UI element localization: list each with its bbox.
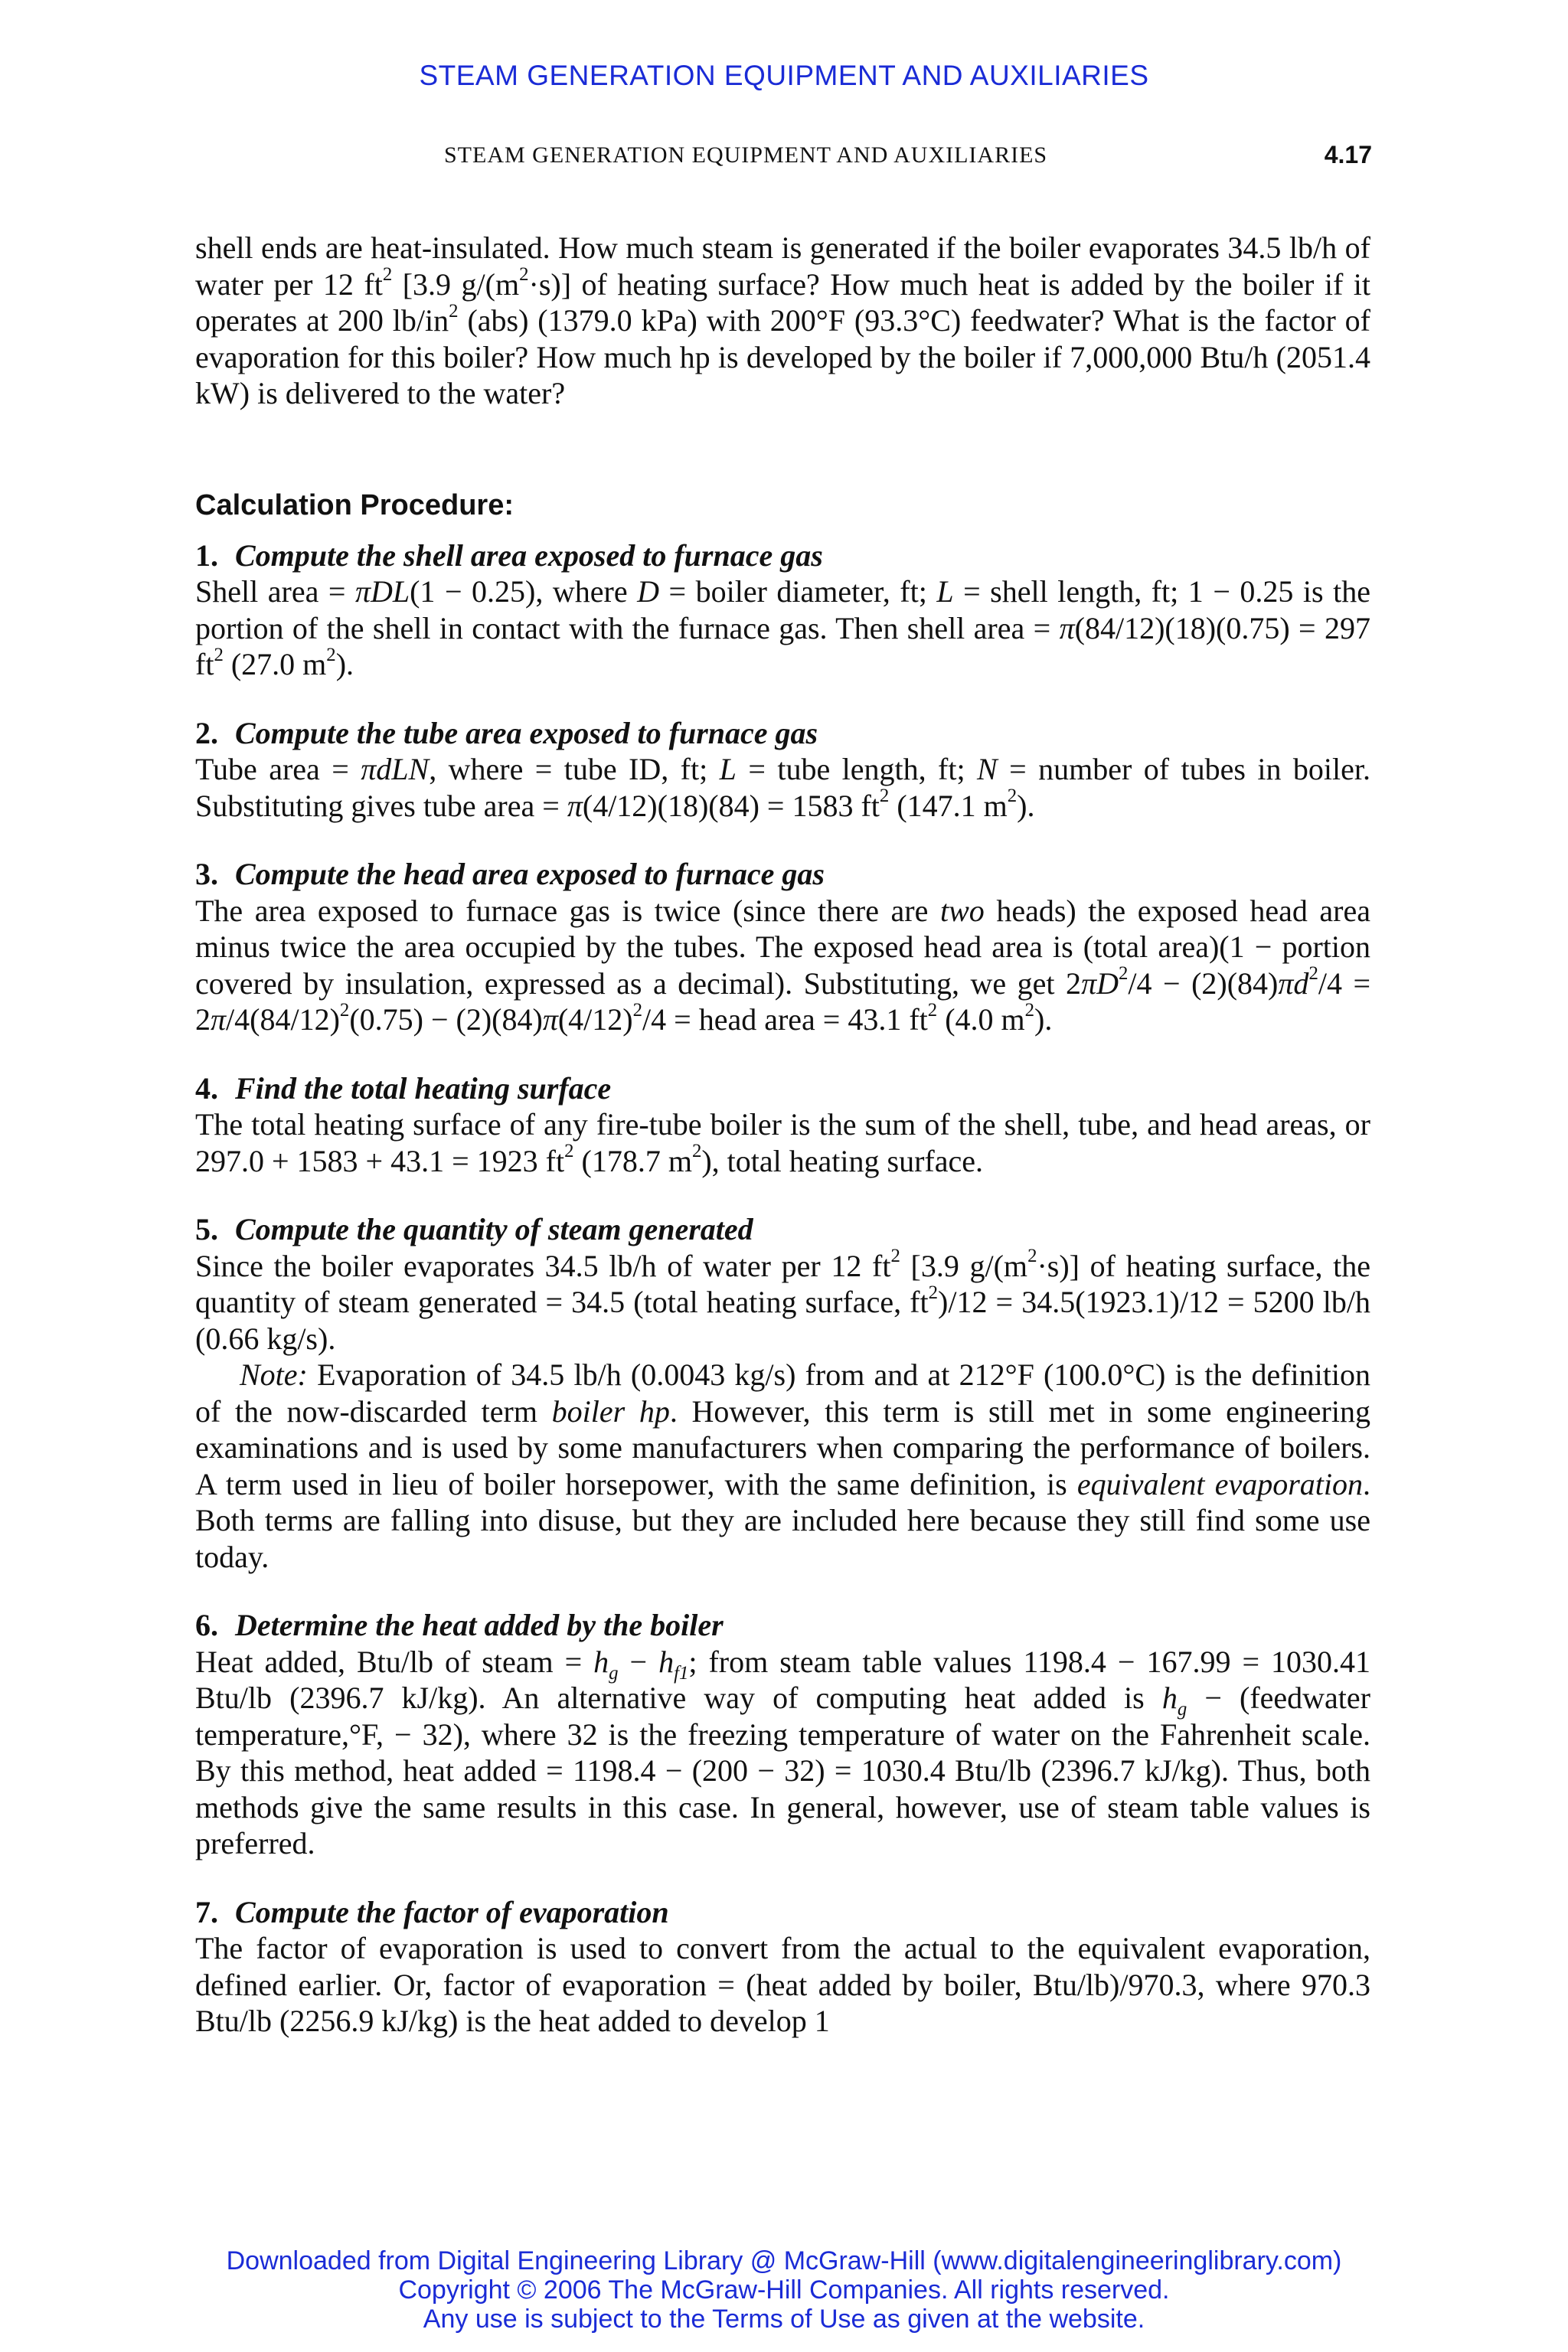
- step-7: [195, 1894, 1370, 2040]
- step-title: 2. Compute the tube area exposed to furnace gas: [195, 715, 818, 750]
- step-5: [195, 1211, 1370, 1575]
- running-title: STEAM GENERATION EQUIPMENT AND AUXILIARIES: [444, 142, 1048, 168]
- footer-download-line[interactable]: Downloaded from Digital Engineering Library @ McGraw-Hill (www.digitalengineeringlibrary.com): [226, 2246, 1342, 2275]
- step-title: 4. Find the total heating surface: [195, 1070, 612, 1106]
- step-title: 5. Compute the quantity of steam generated: [195, 1212, 753, 1246]
- step-body: The total heating surface of any fire-tube boiler is the sum of the shell, tube, and head areas, or 297.0 + 1583 + 43.1 = 1923 $ft^2$ (178.7 $m^2$), total heating surface.: [195, 1107, 1370, 1178]
- page-body: [195, 230, 1370, 2040]
- intro-paragraph: shell ends are heat-insulated. How much steam is generated if the boiler evaporates 34.5 lb/h of water per 12 $ft^2$ [3.9 $g/(m^2\cdot s)$] of heating surface? How much heat is added by the boiler if it operates at 200 $lb/in^2$ (abs) (1379.0 kPa) with 200°F (93.3°C) feedwater? What is the factor of evaporation for this boiler? How much hp is developed by the boiler if 7,000,000 Btu/h (2051.4 kW) is delivered to the water?: [195, 230, 1370, 410]
- note-paragraph: Note: Evaporation of 34.5 lb/h (0.0043 kg/s) from and at 212°F (100.0°C) is the definition of the now-discarded term boiler hp. However, this term is still met in some engineering examinations and is used by some manufacturers when comparing the performance of boilers. A term used in lieu of boiler horsepower, with the same definition, is equivalent evaporation. Both terms are falling into disuse, but they are included here because they still find some use today.: [195, 1357, 1371, 1574]
- step-4: [195, 1070, 1370, 1180]
- step-body: The factor of evaporation is used to convert from the actual to the equivalent evaporation, defined earlier. Or, factor of evaporation = (heat added by boiler, Btu/lb)/970.3, where 970.3 Btu/lb (2256.9 kJ/kg) is the heat added to develop 1: [195, 1931, 1370, 2038]
- step-title: 3. Compute the head area exposed to furnace gas: [195, 857, 825, 891]
- procedure-heading: Calculation Procedure:: [195, 488, 514, 521]
- document-banner: STEAM GENERATION EQUIPMENT AND AUXILIARIES: [419, 60, 1149, 91]
- step-1: [195, 537, 1370, 683]
- step-body: Tube area = πdLN, where = tube ID, ft; L = tube length, ft; N = number of tubes in boiler. Substituting gives tube area = π(4/12)(18)(84) = 1583 $ft^2$ (147.1 $m^2$).: [195, 752, 1371, 823]
- step-3: [195, 856, 1370, 1038]
- footer-terms-line[interactable]: Any use is subject to the Terms of Use as given at the website.: [423, 2305, 1145, 2334]
- footer-copyright-line: Copyright © 2006 The McGraw-Hill Companies. All rights reserved.: [398, 2275, 1170, 2305]
- step-6: [195, 1607, 1370, 1862]
- step-title: 6. Determine the heat added by the boiler: [195, 1608, 724, 1642]
- page-number: 4.17: [1324, 141, 1372, 168]
- download-footer: [0, 2246, 1568, 2334]
- step-title: 1. Compute the shell area exposed to furnace gas: [195, 537, 823, 573]
- running-header: [0, 142, 1568, 176]
- step-2: [195, 715, 1370, 825]
- step-body: Heat added, Btu/lb of steam = $h_g - h_{f1}$; from steam table values 1198.4 − 167.99 = 1030.41 Btu/lb (2396.7 kJ/kg). An alternative way of computing heat added is $h_g$ − (feedwater temperature,°F, − 32), where 32 is the freezing temperature of water on the Fahrenheit scale. By this method, heat added = 1198.4 − (200 − 32) = 1030.4 Btu/lb (2396.7 kJ/kg). Thus, both methods give the same results in this case. In general, however, use of steam table values is preferred.: [195, 1644, 1370, 1860]
- step-title: 7. Compute the factor of evaporation: [195, 1894, 669, 1929]
- step-body: Since the boiler evaporates 34.5 lb/h of water per 12 $ft^2$ [3.9 $g/(m^2\cdot s)$] of heating surface, the quantity of steam generated = 34.5 (total heating surface, $ft^2)/12 = 34.5(1923.1)/12 = 5200$ lb/h (0.66 kg/s).: [195, 1246, 1371, 1356]
- step-body: Shell area = πDL(1 − 0.25), where D = boiler diameter, ft; L = shell length, ft; 1 − 0.25 is the portion of the shell in contact with the furnace gas. Then shell area = π(84/12)(18)(0.75) = 297 $ft^2$ (27.0 $m^2$).: [195, 574, 1370, 681]
- step-body: The area exposed to furnace gas is twice (since there are two heads) the exposed head area minus twice the area occupied by the tubes. The exposed head area is (total area)(1 − portion covered by insulation, expressed as a decimal). Substituting, we get $2\pi D^2/4 - (2)(84)\pi d^2/4 = 2\pi/4(84/12)^2(0.75) - (2)(84)\pi(4/12)^2/4$ = head area = 43.1 $ft^2$ (4.0 $m^2$).: [195, 893, 1371, 1037]
